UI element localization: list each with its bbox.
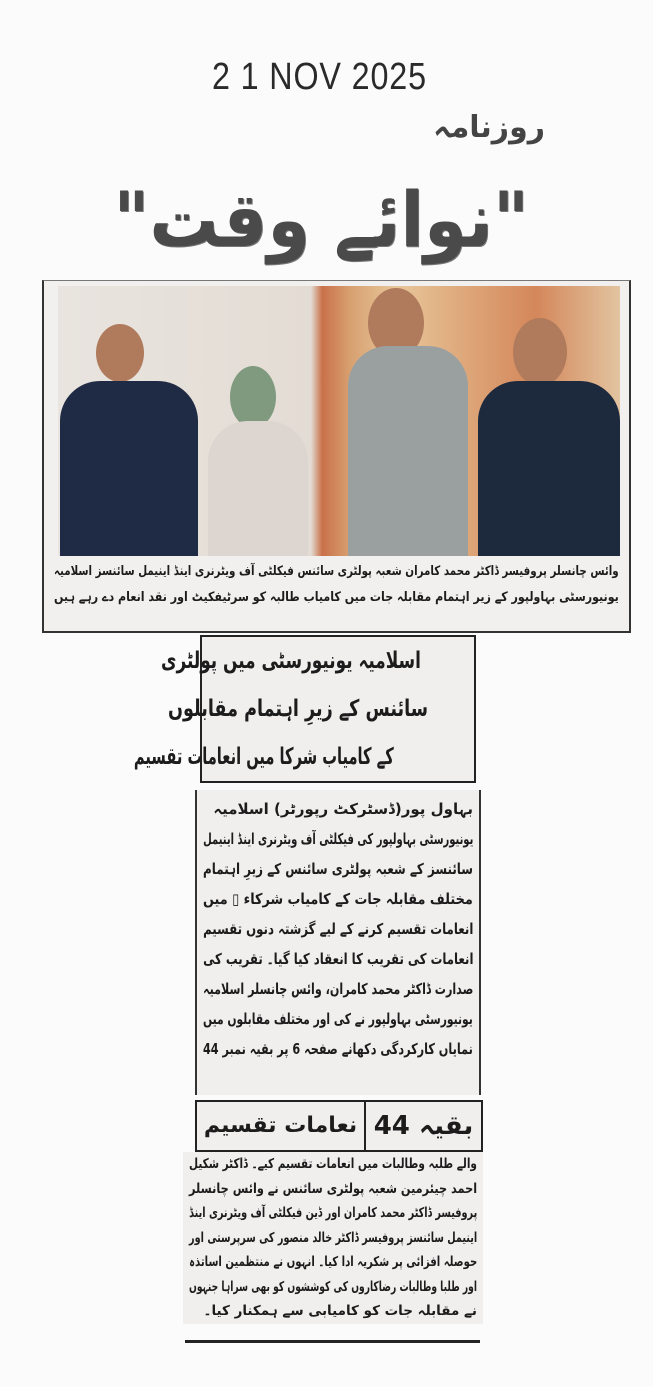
continuation-badge: بقیہ 44 xyxy=(364,1102,481,1150)
masthead-prefix: روزنامہ xyxy=(433,110,545,145)
headline-line: اسلامیہ یونیورسٹی میں پولٹری xyxy=(161,648,422,674)
body-line: سائنسز کے شعبہ پولٹری سائنس کے زیرِ اہتمام xyxy=(203,860,473,878)
body-line: بہاول پور(ڈسٹرکٹ رپورٹر) اسلامیہ xyxy=(213,800,473,818)
continuation-line: احمد چیئرمین شعبہ پولٹری سائنس نے وائس چانسلر xyxy=(188,1180,477,1197)
body-line: یونیورسٹی بہاولپور نے کی اور مختلف مقابلوں میں xyxy=(203,1010,473,1028)
body-line: انعامات تقسیم کرنے کے لیے گزشتہ دنوں تقسیم xyxy=(202,920,473,938)
headline-line: کے کامیاب شرکا میں انعامات تقسیم xyxy=(134,744,395,770)
headline-line: سائنس کے زیرِ اہتمام مقابلوں xyxy=(167,696,428,722)
article-body xyxy=(195,790,481,1095)
body-line: نمایاں کارکردگی دکھانے صفحہ 6 پر بقیہ نمبر 44 xyxy=(203,1040,473,1058)
caption-line: یونیورسٹی بہاولپور کے زیر اہتمام مقابلہ جات میں کامیاب طالبہ کو سرٹیفکیٹ اور نقد انعام دے رہے ہیں xyxy=(54,590,619,605)
body-line: صدارت ڈاکٹر محمد کامران، وائس چانسلر اسلامیہ xyxy=(202,980,473,998)
news-photo xyxy=(58,286,620,556)
continuation-line: پروفیسر ڈاکٹر محمد کامران اور ڈین فیکلٹی آف ویٹرنری اینڈ xyxy=(188,1205,477,1221)
body-line: مختلف مقابلہ جات کے کامیاب شرکاء ▯ میں xyxy=(203,890,473,908)
caption-line: وائس چانسلر پروفیسر ڈاکٹر محمد کامران شعبہ پولٹری سائنس فیکلٹی آف ویٹرنری اینڈ اینیمل سائنسز اسلامیہ xyxy=(54,564,619,579)
continuation-line: اور طلبا وطالبات رضاکاروں کی کوششوں کو بھی سراہا جنہوں xyxy=(189,1278,477,1295)
end-rule xyxy=(185,1340,480,1343)
photo-block xyxy=(42,280,631,633)
photo-caption xyxy=(54,559,619,611)
continuation-header xyxy=(195,1100,483,1152)
masthead-container xyxy=(113,165,550,275)
clipping-date: 2 1 NOV 2025 xyxy=(212,56,427,98)
body-line: یونیورسٹی بہاولپور کی فیکلٹی آف ویٹرنری اینڈ اینیمل xyxy=(202,830,473,848)
continuation-line: نے مقابلہ جات کو کامیابی سے ہمکنار کیا۔ xyxy=(203,1303,477,1319)
continuation-line: اینیمل سائنسز پروفیسر ڈاکٹر خالد منصور کی سرپرستی اور xyxy=(188,1229,477,1246)
continuation-line: حوصلہ افزائی پر شکریہ ادا کیا۔ انہوں نے منتظمین اساتذہ xyxy=(188,1254,477,1270)
body-line: انعامات کی تقریب کا انعقاد کیا گیا۔ تقریب کی xyxy=(202,950,473,968)
article-headline xyxy=(134,635,476,783)
continuation-title: نعامات تقسیم xyxy=(203,1113,358,1138)
continuation-line: والے طلبہ وطالبات میں انعامات تقسیم کیے۔ ڈاکٹر شکیل xyxy=(189,1156,477,1172)
newspaper-masthead: "نوائے وقت" xyxy=(113,175,529,264)
continuation-body xyxy=(183,1152,483,1324)
